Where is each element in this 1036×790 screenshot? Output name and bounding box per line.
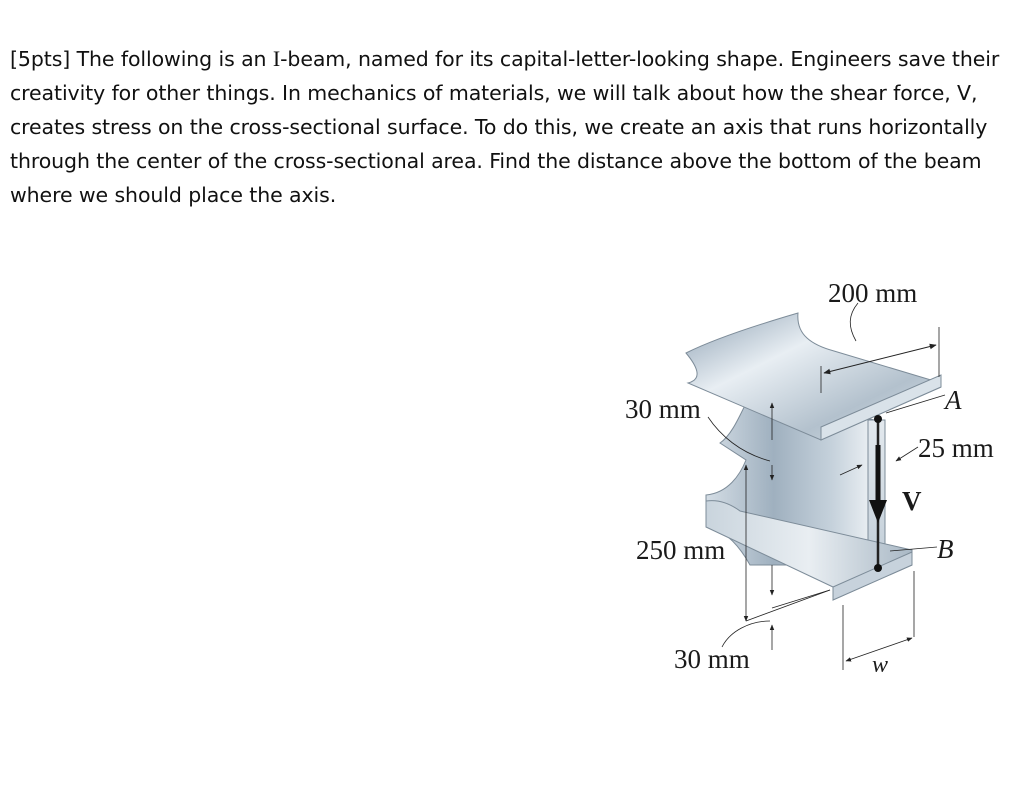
label-point-a: A <box>945 385 962 415</box>
dim-30-bottom-ext <box>772 590 830 608</box>
label-shear-v: V <box>902 486 922 516</box>
label-200mm: 200 mm <box>828 278 918 308</box>
dim-250-ext-bottom <box>746 590 830 621</box>
label-w: w <box>872 652 889 678</box>
dim-200-leader <box>850 303 858 341</box>
problem-statement <box>10 42 1025 212</box>
dim-25-arrow-right <box>896 447 918 461</box>
label-point-b: B <box>937 534 954 564</box>
problem-text-start: [5pts] The following is an <box>10 47 273 71</box>
beam-top-flange <box>686 313 941 440</box>
problem-letter-i: I <box>272 46 281 71</box>
label-250mm: 250 mm <box>636 535 726 565</box>
point-b-dot <box>874 564 882 572</box>
i-beam-drawing <box>600 265 1036 695</box>
point-a-dot <box>874 415 882 423</box>
label-30mm-bottom: 30 mm <box>674 644 750 674</box>
problem-text-rest: -beam, named for its capital-letter-looking shape. Engineers save their creativity for other things. In mechanics of materials, we will talk about how the shear force, V, creates stress on the cross-sectional surface. To do this, we create an axis that runs horizontally through the center of the cross-sectional area. Find the distance above the bottom of the beam where we should place the axis. <box>10 47 1000 207</box>
label-25mm: 25 mm <box>918 433 994 463</box>
label-30mm-top: 30 mm <box>625 394 701 424</box>
i-beam-figure <box>600 265 1036 695</box>
